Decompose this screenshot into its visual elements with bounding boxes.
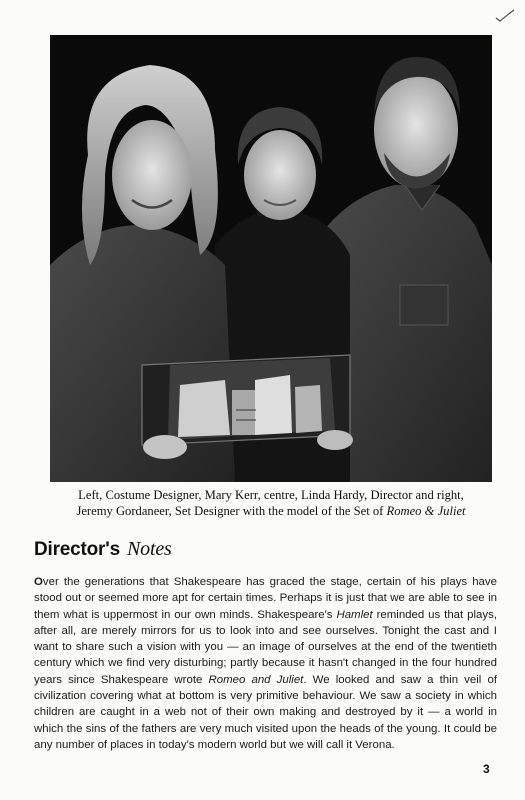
caption-play-title: Romeo & Juliet bbox=[386, 504, 466, 518]
directors-notes-body bbox=[34, 574, 497, 753]
heading-notes: Notes bbox=[127, 538, 172, 560]
section-heading bbox=[34, 538, 172, 561]
caption-line-2-text: Jeremy Gordaneer, Set Designer with the model of the Set of bbox=[76, 504, 387, 518]
romeo-juliet-title: Romeo and Juliet bbox=[208, 673, 304, 686]
body-text-part-3: . We looked and saw a thin veil of civilization covering what at bottom is very primitive behaviour. We saw a society in which children are caught in a web not of their own making and destroyed by it — a world in which the sins of the fathers are very much visited upon the heads of the young. It could be any number of places in today's modern world but we will call it Verona. bbox=[34, 673, 497, 751]
body-text-part-2: reminded us that plays, after all, are merely mirrors for us to look into and see ourselves. Tonight the cast and I want to share such a vision with you — an image of ourselves at the end of the twentieth century which we find very disturbing; partly because it hasn't changed in the four hundred years since Shakespeare wrote bbox=[34, 608, 498, 686]
caption-line-2 bbox=[50, 503, 492, 519]
heading-directors: Director's bbox=[34, 539, 120, 560]
page-number: 3 bbox=[483, 762, 490, 776]
body-text-part-1: ver the generations that Shakespeare has graced the stage, certain of his plays have stood out or seemed more apt for certain times. Perhaps it is just that we are able to see in them what is uppermost in our own minds. Shakespeare's bbox=[34, 576, 497, 621]
cast-photo bbox=[50, 35, 492, 482]
drop-cap: O bbox=[34, 576, 43, 588]
photo-caption bbox=[50, 487, 492, 519]
caption-line-1: Left, Costume Designer, Mary Kerr, centre, Linda Hardy, Director and right, bbox=[78, 488, 464, 502]
checkmark-icon bbox=[494, 8, 516, 26]
hamlet-title: Hamlet bbox=[336, 608, 373, 621]
